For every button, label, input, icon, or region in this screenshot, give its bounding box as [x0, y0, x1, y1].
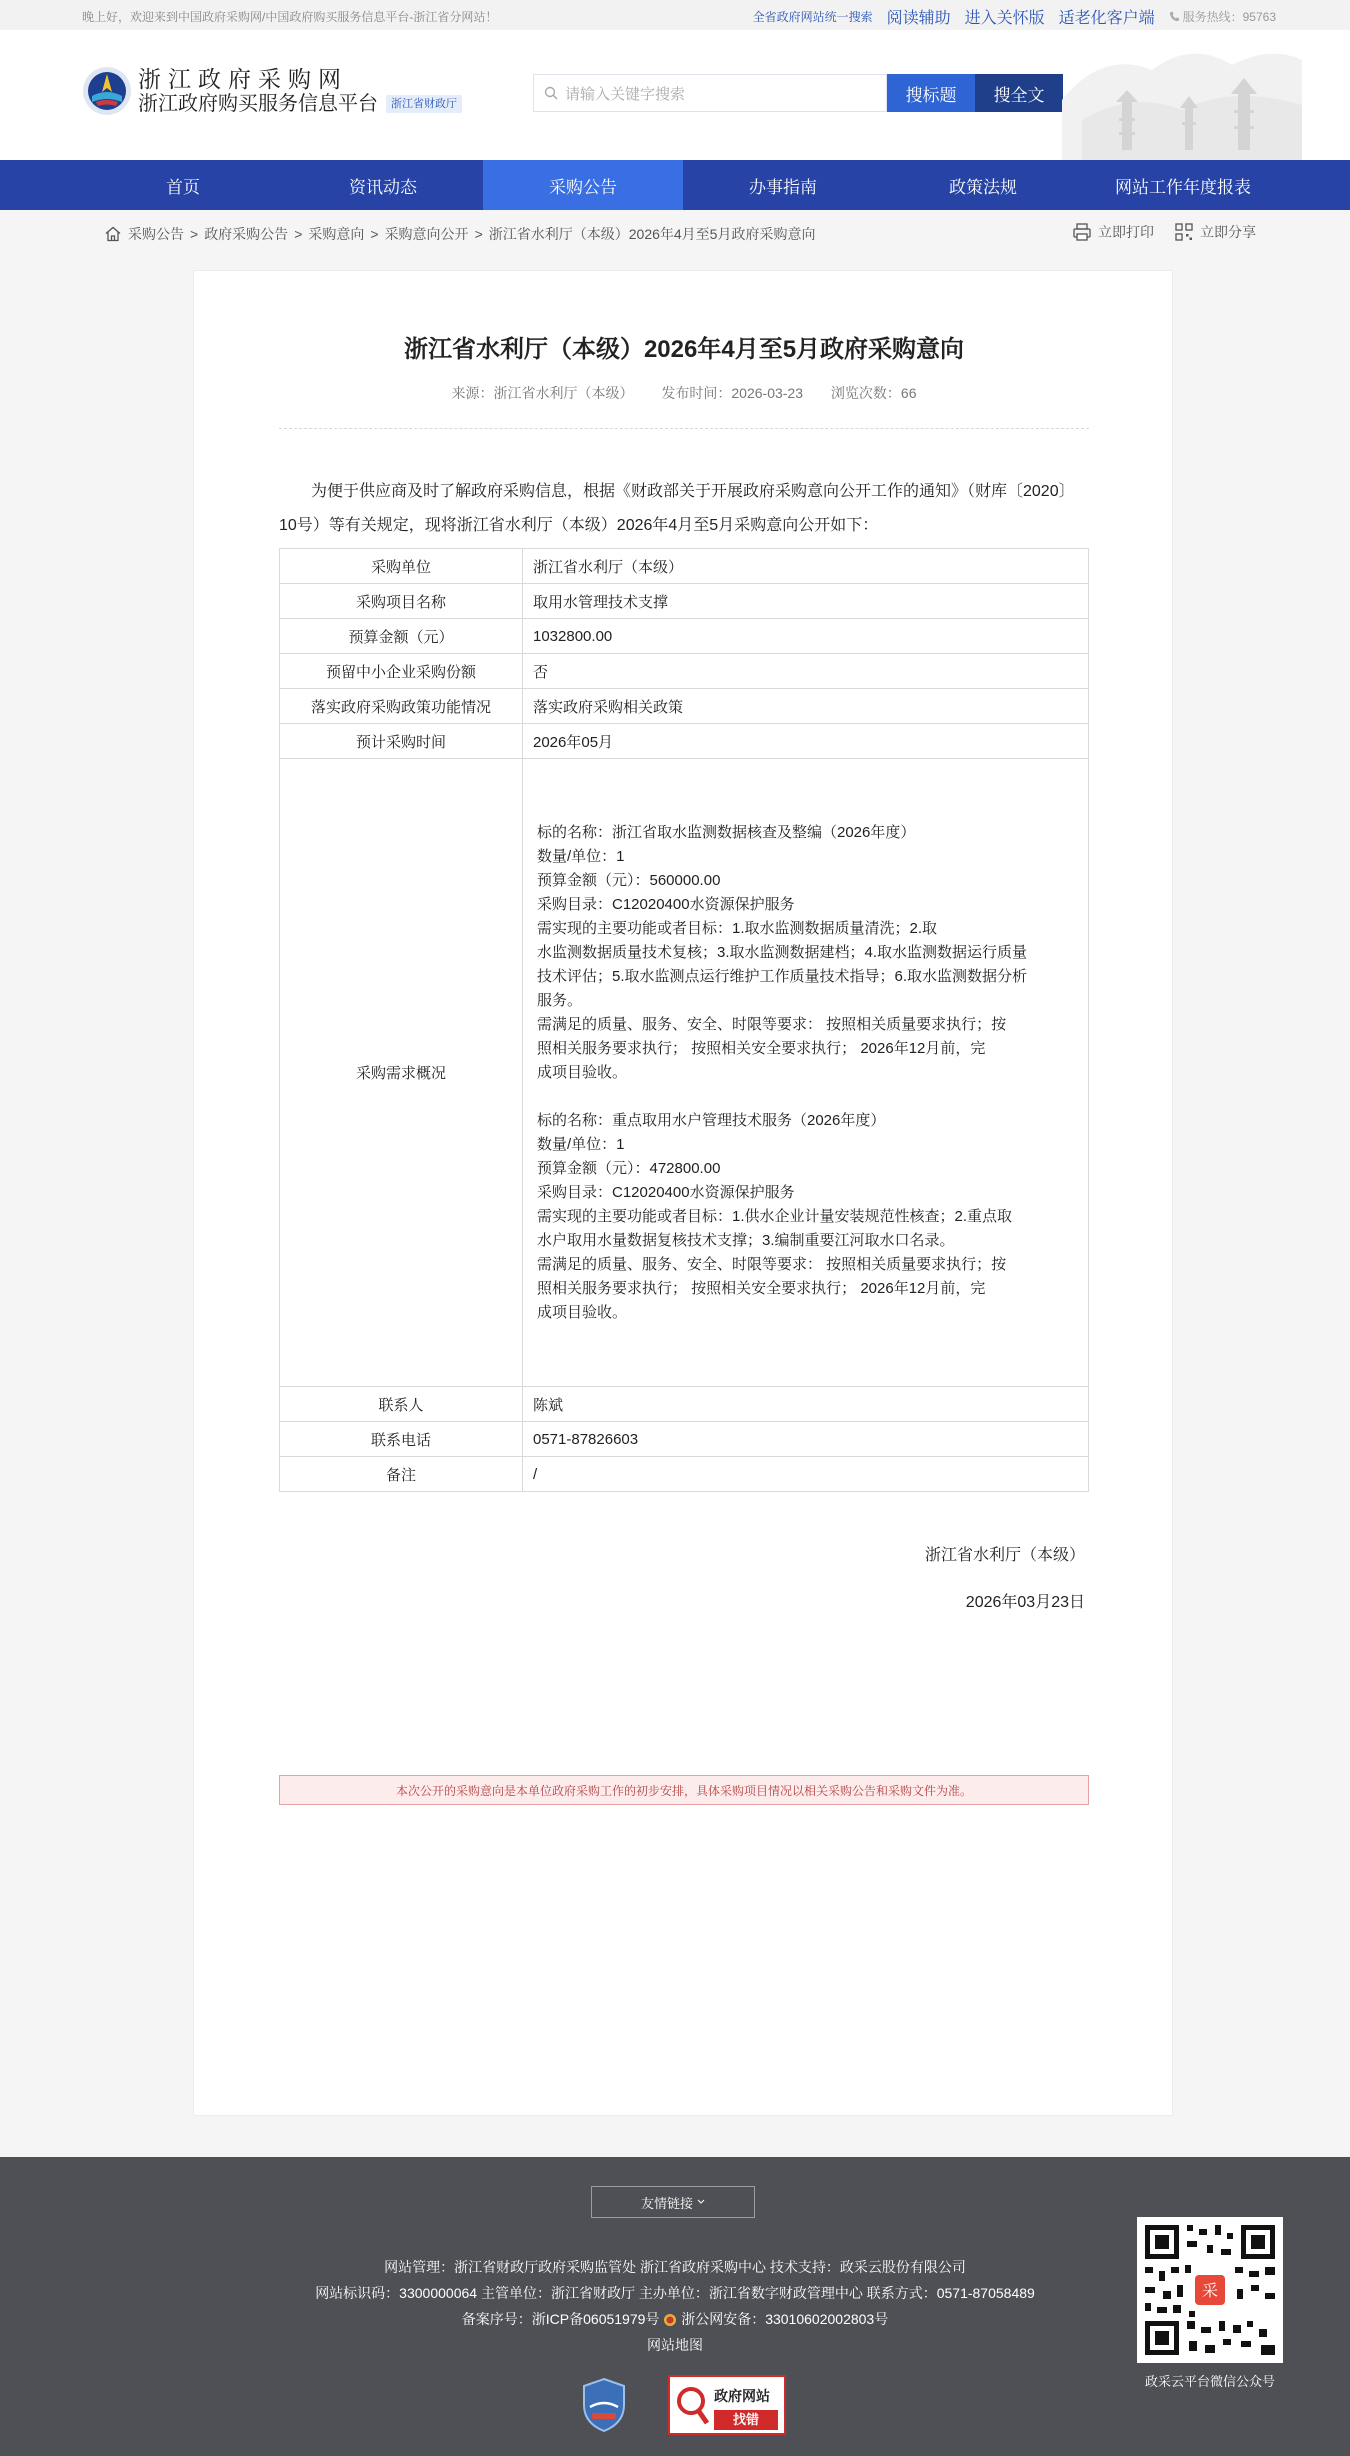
- breadcrumb-current: 浙江省水利厅（本级）2026年4月至5月政府采购意向: [488, 226, 816, 242]
- footer-line-2: 网站标识码：3300000064 主管单位：浙江省财政厅 主办单位：浙江省数字财政管理中心 联系方式：0571-87058489: [315, 2285, 1035, 2301]
- hotline-text: 服务热线：95763: [1182, 10, 1276, 24]
- table-row: [280, 619, 1089, 654]
- qr-code-label: 政采云平台微信公众号: [1144, 2374, 1275, 2389]
- table-row: [280, 654, 1089, 689]
- search-placeholder: 请输入关键字搜索: [565, 85, 686, 103]
- qr-share-icon: [1174, 222, 1194, 242]
- table-value: /: [523, 1457, 1089, 1492]
- article-card: [193, 270, 1173, 2116]
- table-value: 否: [523, 654, 1089, 689]
- police-badge-icon: [663, 2313, 677, 2327]
- intent-table: [279, 548, 1089, 1492]
- site-emblem-icon: [82, 66, 132, 116]
- article-meta: [194, 383, 1174, 403]
- nav-guide[interactable]: 办事指南: [749, 177, 817, 197]
- article-publish-time: 发布时间：2026-03-23: [661, 385, 804, 401]
- care-version-link[interactable]: 进入关怀版: [964, 10, 1045, 27]
- demand-detail-cell: [523, 759, 1089, 1387]
- header: [0, 30, 1350, 160]
- table-value: 落实政府采购相关政策: [523, 689, 1089, 724]
- demand-line: 技术评估；5.取水监测点运行维护工作质量技术指导；6.取水监测数据分析: [537, 967, 1028, 985]
- search-title-button[interactable]: 搜标题: [887, 74, 975, 112]
- chevron-down-icon: [697, 2199, 705, 2205]
- divider: [279, 428, 1089, 429]
- demand-line: 成项目验收。: [537, 1303, 628, 1321]
- article-views: 浏览次数：66: [830, 385, 917, 401]
- home-icon[interactable]: [104, 225, 122, 243]
- demand-line: 标的名称：重点取用水户管理技术服务（2026年度）: [537, 1111, 886, 1129]
- demand-line: 服务。: [537, 991, 583, 1009]
- table-key: 预留中小企业采购份额: [280, 654, 523, 689]
- table-key: 采购需求概况: [280, 759, 523, 1387]
- table-value: 浙江省水利厅（本级）: [523, 549, 1089, 584]
- share-button[interactable]: [1174, 222, 1256, 242]
- demand-line: 水监测数据质量技术复核；3.取水监测数据建档；4.取水监测数据运行质量: [537, 943, 1028, 961]
- table-value: 2026年05月: [523, 724, 1089, 759]
- gov-institution-seal-icon[interactable]: [580, 2377, 628, 2433]
- wechat-qr-code: [1137, 2217, 1283, 2363]
- print-label: 立即打印: [1098, 224, 1154, 240]
- table-key: 落实政府采购政策功能情况: [280, 689, 523, 724]
- search-icon: [544, 86, 558, 100]
- table-row-demand: [280, 759, 1089, 1387]
- unified-search-link[interactable]: 全省政府网站统一搜索: [752, 10, 873, 24]
- nav-news[interactable]: 资讯动态: [349, 177, 417, 197]
- search-fulltext-button[interactable]: 搜全文: [975, 74, 1063, 112]
- table-row: [280, 689, 1089, 724]
- demand-line: 采购目录：C12020400水资源保护服务: [537, 895, 795, 913]
- demand-line: 预算金额（元）：560000.00: [537, 871, 721, 889]
- footer-line-1: 网站管理：浙江省财政厅政府采购监管处 浙江省政府采购中心 技术支持：政采云股份有限公司: [384, 2259, 966, 2275]
- svg-text:采: 采: [1201, 2281, 1219, 2300]
- share-label: 立即分享: [1200, 224, 1256, 240]
- demand-detail: [533, 821, 1078, 1325]
- top-links: [753, 5, 1276, 28]
- table-row: [280, 1387, 1089, 1422]
- print-button[interactable]: [1072, 222, 1154, 242]
- site-name: 浙江政府采购网: [138, 66, 348, 92]
- breadcrumb-item[interactable]: 采购意向: [308, 226, 365, 242]
- nav-procurement-notices[interactable]: 采购公告: [483, 160, 683, 210]
- breadcrumb-item[interactable]: 采购意向公开: [384, 226, 469, 242]
- article-tools: [1072, 222, 1256, 242]
- disclaimer-notice: 本次公开的采购意向是本单位政府采购工作的初步安排，具体采购项目情况以相关采购公告和采购文件为准。: [279, 1775, 1089, 1805]
- article-source: 来源：浙江省水利厅（本级）: [451, 385, 634, 401]
- search-bar: [533, 74, 1063, 112]
- table-row: [280, 1422, 1089, 1457]
- hotline: [1169, 8, 1276, 25]
- elder-client-link[interactable]: 适老化客户端: [1058, 10, 1155, 27]
- reading-aid-link[interactable]: 阅读辅助: [886, 10, 951, 27]
- demand-line: 需满足的质量、服务、安全、时限等要求： 按照相关质量要求执行；按: [537, 1255, 1007, 1273]
- table-value: 1032800.00: [523, 619, 1089, 654]
- department-tag: 浙江省财政厅: [386, 95, 462, 113]
- table-value: 取用水管理技术支撑: [523, 584, 1089, 619]
- police-record[interactable]: 浙公网安备：33010602002803号: [681, 2311, 889, 2327]
- table-key: 预计采购时间: [280, 724, 523, 759]
- demand-line: [537, 1085, 1074, 1109]
- table-key: 备注: [280, 1457, 523, 1492]
- gov-website-error-report-badge[interactable]: [668, 2375, 786, 2435]
- demand-line: 照相关服务要求执行； 按照相关安全要求执行； 2026年12月前，完: [537, 1279, 986, 1297]
- demand-line: 预算金额（元）：472800.00: [537, 1159, 721, 1177]
- article-intro: 为便于供应商及时了解政府采购信息，根据《财政部关于开展政府采购意向公开工作的通知》（财库〔2020〕10号）等有关规定，现将浙江省水利厅（本级）2026年4月至5月采购意向公开如下：: [279, 483, 1075, 534]
- badge-top-text: 政府网站: [714, 2388, 770, 2404]
- demand-line: 需实现的主要功能或者目标：1.供水企业计量安装规范性核查；2.重点取: [537, 1207, 1013, 1225]
- demand-line: 数量/单位：1: [537, 847, 625, 865]
- demand-line: 标的名称：浙江省取水监测数据核查及整编（2026年度）: [537, 823, 916, 841]
- demand-line: 照相关服务要求执行； 按照相关安全要求执行； 2026年12月前，完: [537, 1039, 986, 1057]
- table-key: 采购单位: [280, 549, 523, 584]
- demand-line: 数量/单位：1: [537, 1135, 625, 1153]
- demand-line: 需满足的质量、服务、安全、时限等要求： 按照相关质量要求执行；按: [537, 1015, 1007, 1033]
- friend-links-dropdown[interactable]: [591, 2186, 755, 2218]
- top-bar: [0, 0, 1350, 30]
- demand-line: 水户取用水量数据复核技术支撑；3.编制重要江河取水口名录。: [537, 1231, 955, 1249]
- site-logo[interactable]: [82, 66, 462, 116]
- nav-home[interactable]: 首页: [166, 177, 200, 197]
- printer-icon: [1072, 222, 1092, 242]
- icp-record[interactable]: 备案序号：浙ICP备06051979号: [461, 2311, 660, 2327]
- main-nav: [0, 160, 1350, 210]
- demand-line: 成项目验收。: [537, 1063, 628, 1081]
- table-key: 采购项目名称: [280, 584, 523, 619]
- signer: 浙江省水利厅（本级）: [924, 1547, 1085, 1564]
- table-key: 预算金额（元）: [280, 619, 523, 654]
- header-pagoda-decoration: [1062, 30, 1302, 160]
- site-name-2: 浙江政府购买服务信息平台: [138, 93, 378, 115]
- table-row: [280, 724, 1089, 759]
- breadcrumb: 采购公告 > 政府采购公告 > 采购意向 > 采购意向公开 > 浙江省水利厅（本级）2026年4月至5月政府采购意向: [104, 224, 815, 244]
- nav-annual-report[interactable]: 网站工作年度报表: [1115, 177, 1251, 197]
- table-value: 陈斌: [523, 1387, 1089, 1422]
- search-input[interactable]: [533, 74, 887, 112]
- magnifier-badge-icon: [676, 2385, 710, 2427]
- demand-line: 采购目录：C12020400水资源保护服务: [537, 1183, 795, 1201]
- demand-line: 需实现的主要功能或者目标：1.取水监测数据质量清洗；2.取: [537, 919, 938, 937]
- welcome-text: 晚上好，欢迎来到中国政府采购网/中国政府购买服务信息平台-浙江省分网站！: [82, 10, 498, 24]
- table-row: [280, 1457, 1089, 1492]
- phone-icon: [1169, 11, 1180, 22]
- breadcrumb-item[interactable]: 政府采购公告: [204, 226, 289, 242]
- table-key: 联系电话: [280, 1422, 523, 1457]
- article-title: 浙江省水利厅（本级）2026年4月至5月政府采购意向: [403, 336, 965, 363]
- badge-bottom-text: 找错: [714, 2410, 778, 2430]
- nav-policy[interactable]: 政策法规: [949, 177, 1017, 197]
- table-value: 0571-87826603: [523, 1422, 1089, 1457]
- table-row: [280, 549, 1089, 584]
- friend-links-label: 友情链接: [640, 2195, 693, 2211]
- table-key: 联系人: [280, 1387, 523, 1422]
- breadcrumb-item[interactable]: 采购公告: [128, 226, 184, 242]
- site-map-link[interactable]: 网站地图: [647, 2337, 703, 2353]
- sign-date: 2026年03月23日: [965, 1594, 1085, 1611]
- table-row: [280, 584, 1089, 619]
- footer: [0, 2157, 1350, 2456]
